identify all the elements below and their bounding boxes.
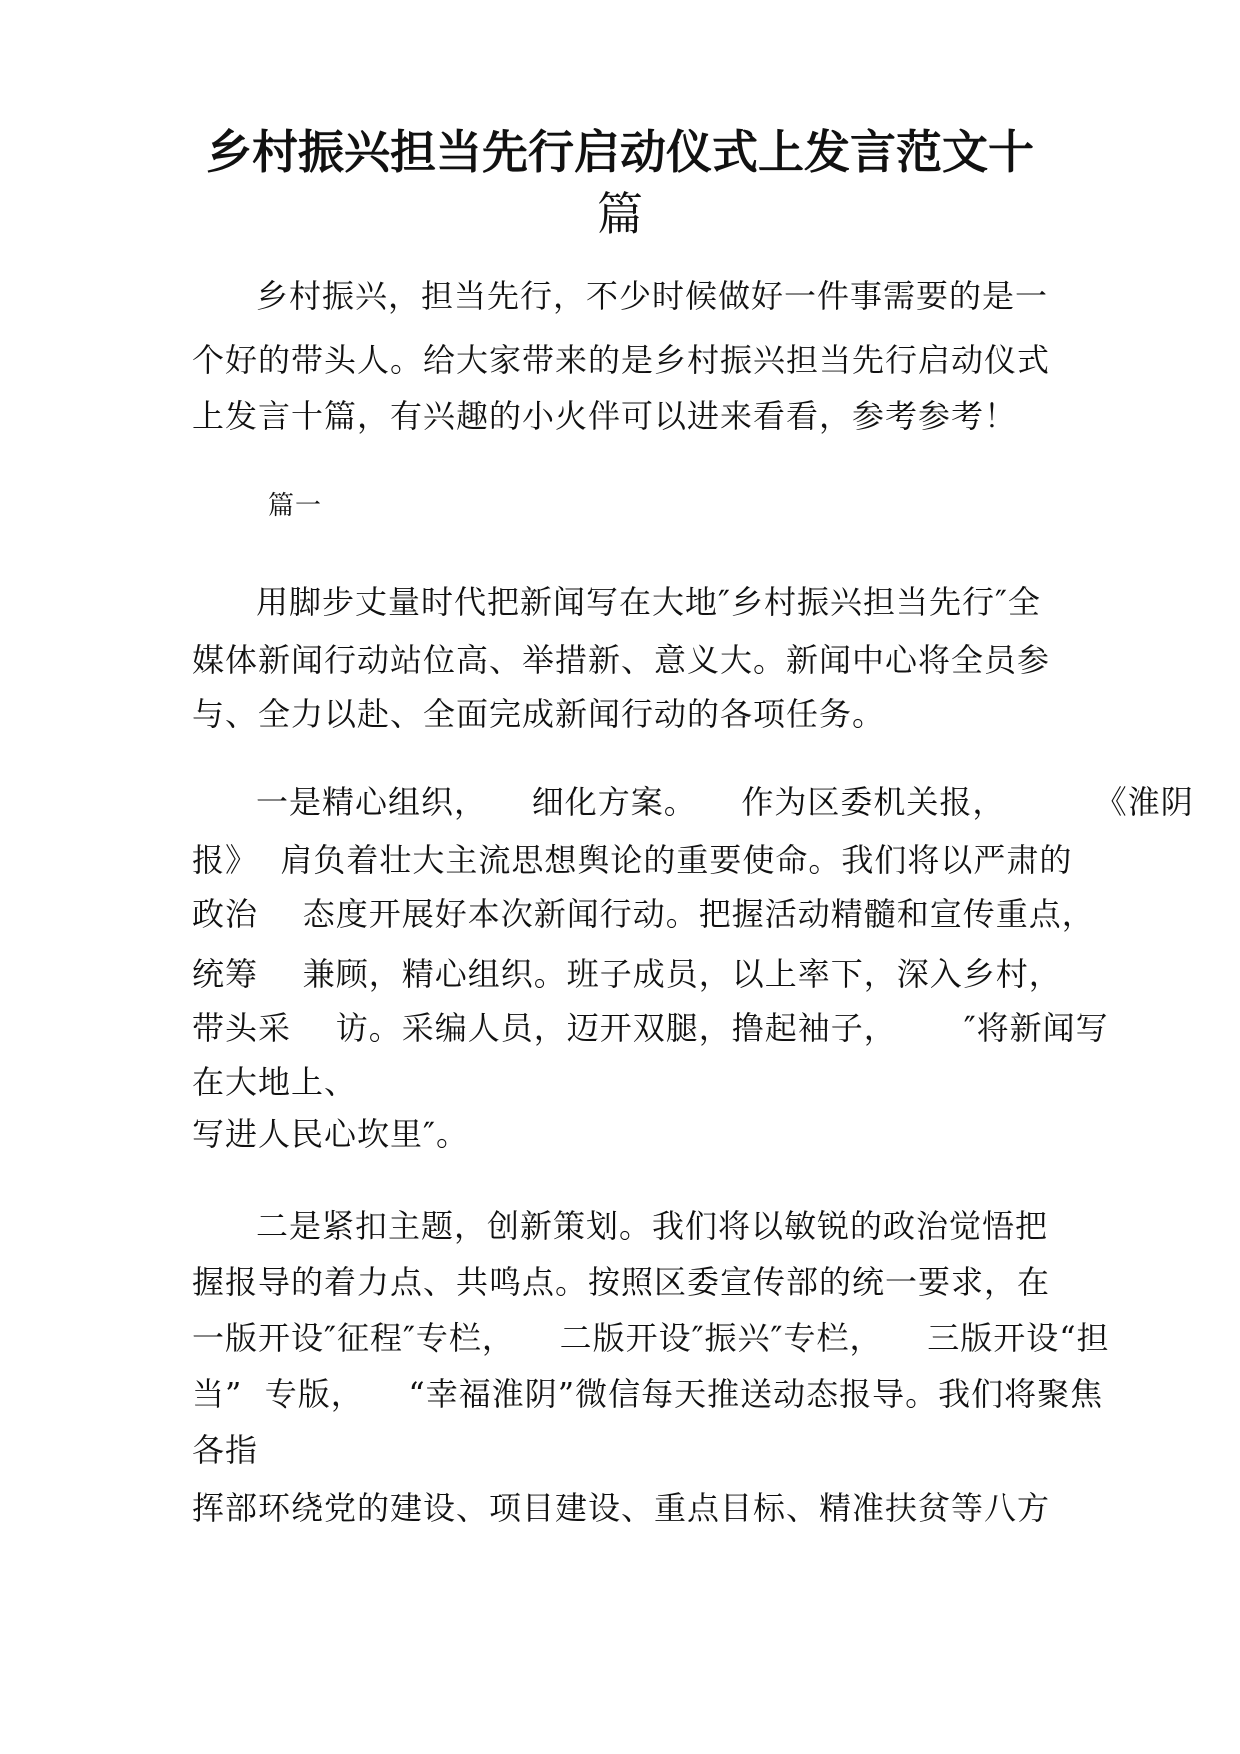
document-title-line2: 篇 [597, 187, 643, 241]
paragraph-line: 各指 [192, 1431, 259, 1469]
document-title-line1: 乡村振兴担当先行启动仪式上发言范文十 [206, 125, 1034, 179]
paragraph-line: 当” 专版， “幸福淮阴”微信每天推送动态报导。我们将聚焦 [192, 1375, 1104, 1413]
intro-line: 上发言十篇，有兴趣的小火伴可以进来看看，参考参考！ [192, 397, 1018, 435]
paragraph-line: 政治 态度开展好本次新闻行动。把握活动精髓和宣传重点， [192, 895, 1095, 933]
paragraph-line: 二是紧扣主题，创新策划。我们将以敏锐的政治觉悟把 [256, 1207, 1049, 1245]
paragraph-line: 一版开设″征程″专栏， 二版开设″振兴″专栏， 三版开设“担 [192, 1319, 1110, 1357]
paragraph-line: 与、全力以赴、全面完成新闻行动的各项任务。 [192, 695, 886, 733]
paragraph-line: 一是精心组织， 细化方案。 作为区委机关报， 《淮阴 [256, 783, 1194, 821]
section-heading: 篇一 [268, 491, 323, 521]
paragraph-line: 挥部环绕党的建设、项目建设、重点目标、精准扶贫等八方 [192, 1489, 1051, 1527]
paragraph-line: 报》 肩负着壮大主流思想舆论的重要使命。我们将以严肃的 [192, 841, 1073, 879]
intro-line: 个好的带头人。给大家带来的是乡村振兴担当先行启动仪式 [192, 341, 1051, 379]
paragraph-line: 用脚步丈量时代把新闻写在大地″乡村振兴担当先行″全 [256, 583, 1041, 621]
paragraph-line: 写进人民心坎里″。 [192, 1115, 469, 1153]
paragraph-line: 统筹 兼顾，精心组织。班子成员，以上率下，深入乡村， [192, 955, 1062, 993]
paragraph-line: 在大地上、 [192, 1063, 358, 1101]
paragraph-line: 握报导的着力点、共鸣点。按照区委宣传部的统一要求，在 [192, 1263, 1051, 1301]
paragraph-line: 媒体新闻行动站位高、举措新、意义大。新闻中心将全员参 [192, 641, 1051, 679]
paragraph-line: 带头采 访。采编人员，迈开双腿，撸起袖子， ″将新闻写 [192, 1009, 1109, 1047]
intro-line: 乡村振兴，担当先行，不少时候做好一件事需要的是一 [256, 277, 1049, 315]
